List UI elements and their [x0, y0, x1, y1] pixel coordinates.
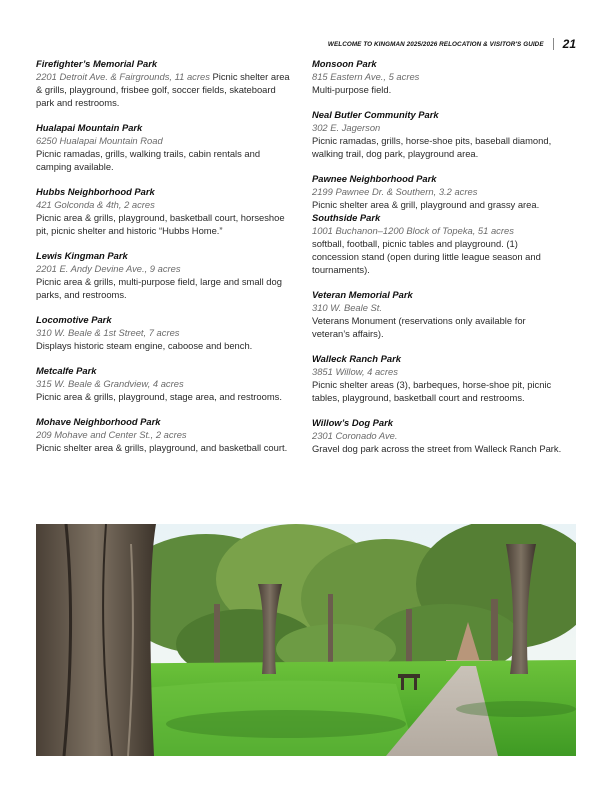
park-description: Picnic ramadas, grills, horse-shoe pits, baseball diamond, walking trail, dog park, playground area.: [312, 135, 552, 159]
park-entry: [36, 314, 290, 352]
park-description: softball, football, picnic tables and playground. (1) concession stand (open during little league season and tournaments).: [312, 238, 541, 275]
park-address: 421 Golconda & 4th, 2 acres: [36, 199, 155, 210]
park-photo: [36, 524, 576, 756]
park-entry: [36, 58, 290, 109]
park-name: Southside Park: [312, 212, 381, 223]
park-address: 1001 Buchanon–1200 Block of Topeka, 51 acres: [312, 225, 514, 236]
park-description: Multi-purpose field.: [312, 84, 392, 95]
guide-title: WELCOME TO KINGMAN 2025/2026 RELOCATION & VISITOR'S GUIDE: [327, 40, 544, 48]
page-header: [328, 37, 576, 51]
header-divider: [553, 38, 554, 50]
park-entry: [312, 173, 566, 211]
park-name: Hubbs Neighborhood Park: [36, 186, 155, 197]
park-address: 3851 Willow, 4 acres: [312, 366, 398, 377]
park-address: 310 W. Beale St.: [312, 302, 383, 313]
park-entry: [312, 109, 566, 160]
right-column: [312, 58, 566, 455]
park-description: Displays historic steam engine, caboose and bench.: [36, 340, 253, 351]
park-description: Veterans Monument (reservations only available for veteran’s affairs).: [312, 315, 526, 339]
park-description: Picnic area & grills, playground, basketball court, horseshoe pit, picnic shelter and historic “Hubbs Home.”: [36, 212, 285, 236]
park-description: Gravel dog park across the street from Walleck Ranch Park.: [312, 443, 562, 454]
park-address: 310 W. Beale & 1st Street, 7 acres: [36, 327, 180, 338]
park-entry: [36, 416, 290, 454]
park-entry: [312, 353, 566, 404]
park-address: 2199 Pawnee Dr. & Southern, 3.2 acres: [312, 186, 478, 197]
park-description: Picnic ramadas, grills, walking trails, cabin rentals and camping available.: [36, 148, 261, 172]
park-name: Monsoon Park: [312, 58, 377, 69]
park-description: Picnic area & grills, playground, stage area, and restrooms.: [36, 391, 282, 402]
park-name: Locomotive Park: [36, 314, 112, 325]
park-address: 6250 Hualapai Mountain Road: [36, 135, 163, 146]
park-entry: [36, 365, 290, 403]
park-description: Picnic area & grills, multi-purpose field, large and small dog parks, and restrooms.: [36, 276, 282, 300]
park-address: 209 Mohave and Center St., 2 acres: [36, 429, 187, 440]
park-name: Metcalfe Park: [36, 365, 97, 376]
park-name: Hualapai Mountain Park: [36, 122, 143, 133]
park-description: Picnic shelter area & grills, playground, frisbee golf, soccer fields, skateboard park and restrooms.: [36, 71, 290, 108]
park-name: Walleck Ranch Park: [312, 353, 401, 364]
park-name: Lewis Kingman Park: [36, 250, 128, 261]
left-column: [36, 58, 290, 454]
park-name: Willow’s Dog Park: [312, 417, 394, 428]
park-description: Picnic shelter area & grill, playground and grassy area.: [312, 199, 540, 210]
park-address: 2201 Detroit Ave. & Fairgrounds, 11 acres: [36, 71, 210, 82]
park-name: Pawnee Neighborhood Park: [312, 173, 437, 184]
park-entry: [36, 186, 290, 237]
park-entry: [312, 58, 566, 96]
park-address: 815 Eastern Ave., 5 acres: [312, 71, 420, 82]
park-photo-illustration: [36, 524, 576, 756]
park-details: [36, 70, 290, 109]
park-address: 315 W. Beale & Grandview, 4 acres: [36, 378, 184, 389]
park-name: Veteran Memorial Park: [312, 289, 413, 300]
page-number: 21: [562, 37, 576, 51]
park-entry: [36, 122, 290, 173]
park-name: Firefighter’s Memorial Park: [36, 58, 158, 69]
park-description: Picnic shelter area & grills, playground, and basketball court.: [36, 442, 288, 453]
park-entry: [312, 417, 566, 455]
park-entry: [312, 289, 566, 340]
park-entry: [312, 212, 566, 276]
park-entry: [36, 250, 290, 301]
park-name: Neal Butler Community Park: [312, 109, 439, 120]
foreground-tree-trunk: [36, 524, 156, 756]
park-address: 2301 Coronado Ave.: [312, 430, 398, 441]
park-address: 302 E. Jagerson: [312, 122, 381, 133]
park-address: 2201 E. Andy Devine Ave., 9 acres: [36, 263, 181, 274]
park-name: Mohave Neighborhood Park: [36, 416, 161, 427]
park-description: Picnic shelter areas (3), barbeques, horse-shoe pit, picnic tables, playground, basketball court and restrooms.: [312, 379, 552, 403]
